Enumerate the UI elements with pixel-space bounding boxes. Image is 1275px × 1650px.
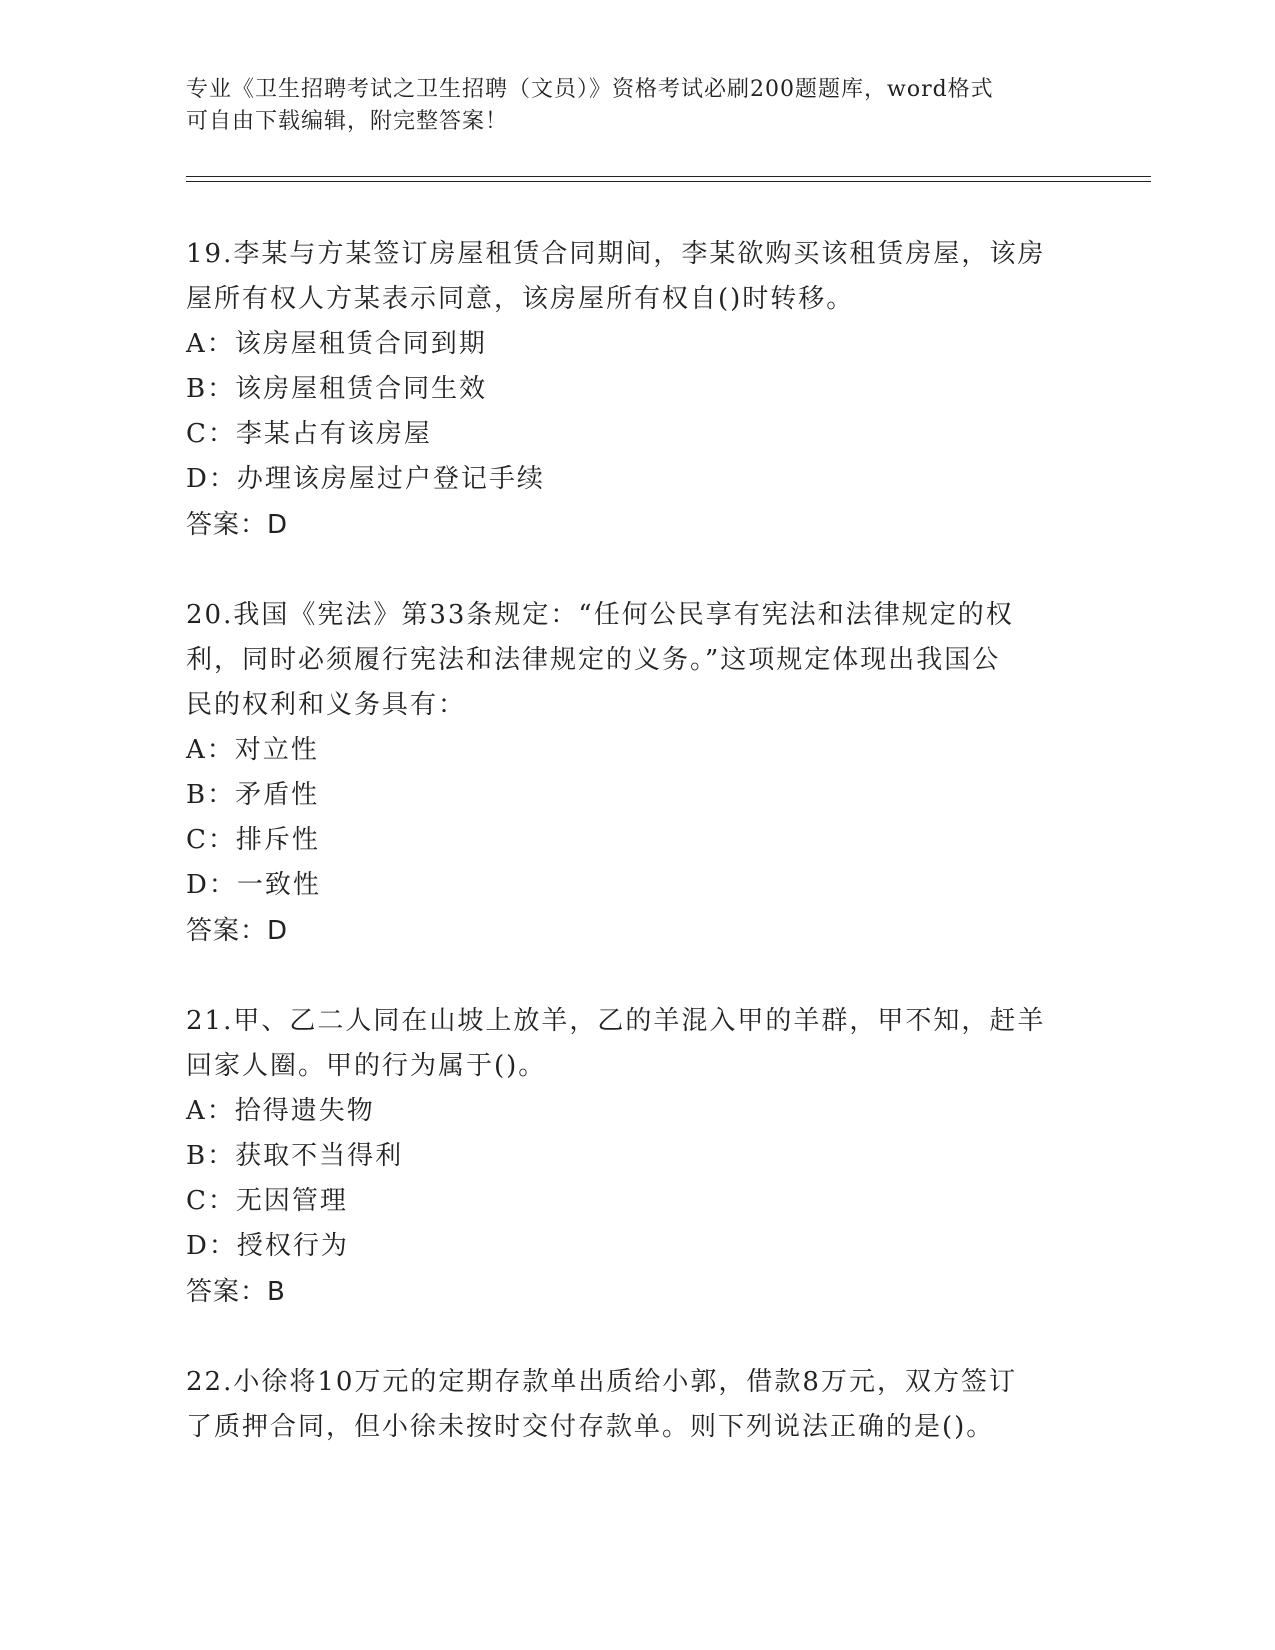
question-text: 民的权利和义务具有： xyxy=(186,690,467,720)
question-list xyxy=(186,232,1086,1495)
option-a: A：对立性 xyxy=(186,735,319,765)
question-22 xyxy=(186,1360,1086,1450)
question-21 xyxy=(186,999,1086,1315)
question-text: 20.我国《宪法》第33条规定：“任何公民享有宪法和法律规定的权 xyxy=(186,600,1014,630)
answer: 答案：D xyxy=(186,916,289,946)
option-c: C：李某占有该房屋 xyxy=(186,419,432,449)
option-b: B：矛盾性 xyxy=(186,780,320,810)
header-divider xyxy=(186,176,1151,177)
question-text: 利，同时必须履行宪法和法律规定的义务。”这项规定体现出我国公 xyxy=(186,645,1001,675)
question-text: 19.李某与方某签订房屋租赁合同期间，李某欲购买该租赁房屋，该房 xyxy=(186,239,1046,269)
option-c: C：排斥性 xyxy=(186,825,320,855)
answer: 答案：B xyxy=(186,1277,286,1307)
header-line: 专业《卫生招聘考试之卫生招聘（文员）》资格考试必刷200题题库，word格式 xyxy=(186,77,994,102)
question-text: 21.甲、乙二人同在山坡上放羊，乙的羊混入甲的羊群，甲不知，赶羊 xyxy=(186,1006,1046,1036)
option-a: A：该房屋租赁合同到期 xyxy=(186,329,487,359)
question-19 xyxy=(186,232,1086,548)
header-line: 可自由下载编辑，附完整答案！ xyxy=(186,109,509,134)
question-text: 了质押合同，但小徐未按时交付存款单。则下列说法正确的是()。 xyxy=(186,1412,995,1442)
question-20 xyxy=(186,593,1086,954)
question-text: 22.小徐将10万元的定期存款单出质给小郭，借款8万元，双方签订 xyxy=(186,1367,1017,1397)
option-d: D：授权行为 xyxy=(186,1231,349,1261)
question-text: 屋所有权人方某表示同意，该房屋所有权自()时转移。 xyxy=(186,284,855,314)
question-text: 回家人圈。甲的行为属于()。 xyxy=(186,1051,547,1081)
option-a: A：拾得遗失物 xyxy=(186,1096,375,1126)
header-divider xyxy=(186,181,1151,182)
option-d: D：办理该房屋过户登记手续 xyxy=(186,464,545,494)
document-header xyxy=(186,74,1066,138)
option-b: B：获取不当得利 xyxy=(186,1141,404,1171)
option-d: D：一致性 xyxy=(186,870,321,900)
answer: 答案：D xyxy=(186,510,289,540)
option-c: C：无因管理 xyxy=(186,1186,348,1216)
option-b: B：该房屋租赁合同生效 xyxy=(186,374,488,404)
